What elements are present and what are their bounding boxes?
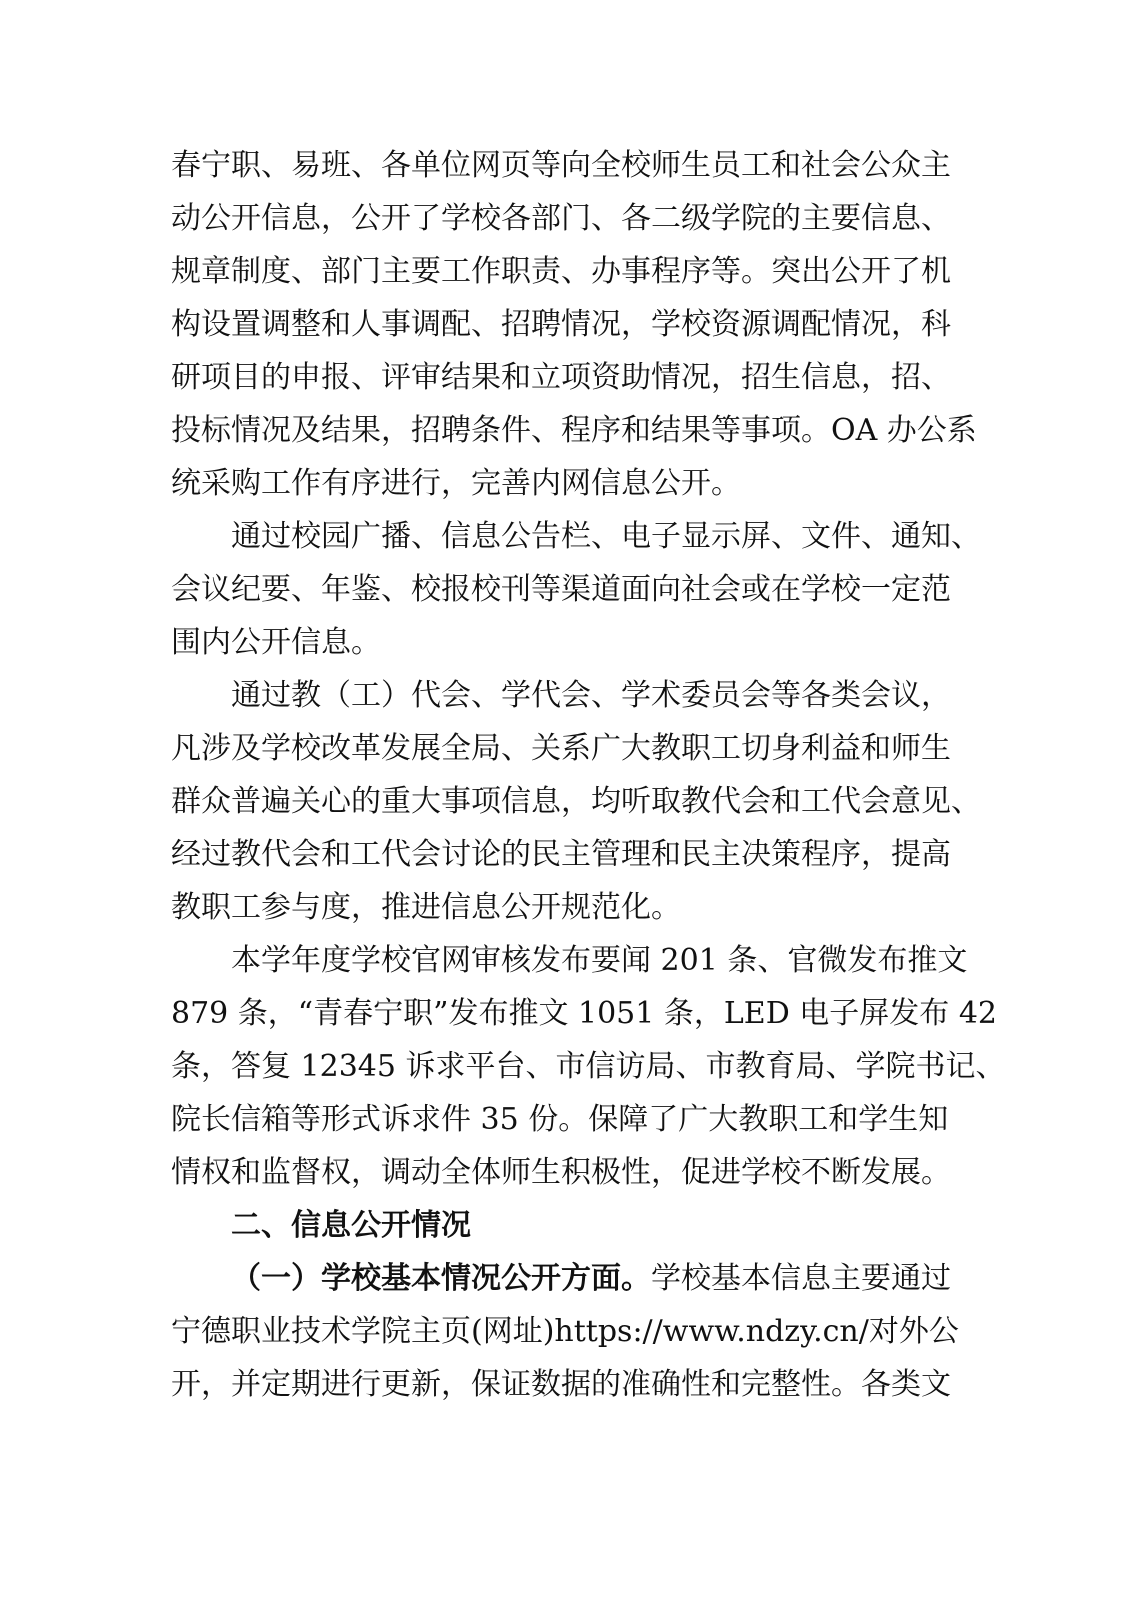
text-line: 教职工参与度，推进信息公开规范化。 xyxy=(171,890,681,925)
text-line: 统采购工作有序进行，完善内网信息公开。 xyxy=(171,466,741,501)
text-line: 构设置调整和人事调配、招聘情况，学校资源调配情况，科 xyxy=(171,307,951,342)
paragraph-start-line: 通过校园广播、信息公告栏、电子显示屏、文件、通知、 xyxy=(231,519,981,554)
text-line: 研项目的申报、评审结果和立项资助情况，招生信息，招、 xyxy=(171,360,951,395)
text-line: 围内公开信息。 xyxy=(171,625,381,660)
text-line: 凡涉及学校改革发展全局、关系广大教职工切身利益和师生 xyxy=(171,731,951,766)
text-span: 学校基本信息主要通过 xyxy=(651,1261,951,1296)
text-line: 投标情况及结果，招聘条件、程序和结果等事项。OA 办公系 xyxy=(171,413,977,448)
paragraph-start-line: 本学年度学校官网审核发布要闻 201 条、官微发布推文 xyxy=(231,943,968,978)
text-line: 条，答复 12345 诉求平台、市信访局、市教育局、学院书记、 xyxy=(171,1049,1006,1084)
text-line: 宁德职业技术学院主页(网址)https://www.ndzy.cn/对外公 xyxy=(171,1314,959,1349)
body-text xyxy=(171,139,1006,1411)
text-line: 群众普遍关心的重大事项信息，均听取教代会和工代会意见、 xyxy=(171,784,981,819)
text-line: 院长信箱等形式诉求件 35 份。保障了广大教职工和学生知 xyxy=(171,1102,949,1137)
text-line: 动公开信息，公开了学校各部门、各二级学院的主要信息、 xyxy=(171,201,951,236)
text-line: 规章制度、部门主要工作职责、办事程序等。突出公开了机 xyxy=(171,254,951,289)
subsection-paragraph-line xyxy=(171,1252,971,1305)
text-line: 879 条，“青春宁职”发布推文 1051 条，LED 电子屏发布 42 xyxy=(171,996,998,1031)
text-line: 开，并定期进行更新，保证数据的准确性和完整性。各类文 xyxy=(171,1367,951,1402)
text-line: 情权和监督权，调动全体师生积极性，促进学校不断发展。 xyxy=(171,1155,951,1190)
paragraph-start-line: 通过教（工）代会、学代会、学术委员会等各类会议， xyxy=(231,678,951,713)
text-line: 春宁职、易班、各单位网页等向全校师生员工和社会公众主 xyxy=(171,148,951,183)
section-heading: 二、信息公开情况 xyxy=(231,1208,471,1243)
subsection-heading: （一）学校基本情况公开方面。 xyxy=(231,1261,651,1296)
text-line: 会议纪要、年鉴、校报校刊等渠道面向社会或在学校一定范 xyxy=(171,572,951,607)
text-line: 经过教代会和工代会讨论的民主管理和民主决策程序，提高 xyxy=(171,837,951,872)
